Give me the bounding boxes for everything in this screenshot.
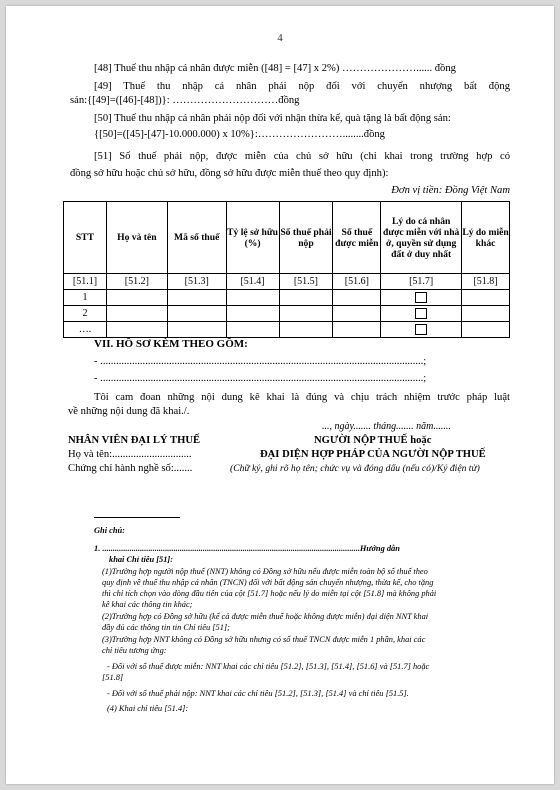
ratio-cell[interactable] — [226, 306, 279, 322]
other-reason-cell[interactable] — [462, 322, 510, 338]
name-cell[interactable] — [106, 322, 167, 338]
taxpayer-representative-title: ĐẠI DIỆN HỢP PHÁP CỦA NGƯỜI NỘP THUẾ — [260, 449, 486, 460]
note-2c: thì chỉ tích chọn vào dòng đầu tiên của cột [51.7] hoặc nếu lý do miễn tại cột [51.8] mà không phải — [102, 589, 437, 598]
signing-date: ..., ngày....... tháng....... năm....... — [322, 421, 451, 432]
row-number: 2 — [64, 306, 107, 322]
line-49b: sản:{[49]=([46]-[48])}: …………………………đồng — [70, 95, 300, 106]
table-row — [64, 306, 510, 322]
code-cell: [51.2] — [106, 274, 167, 290]
agent-title: NHÂN VIÊN ĐẠI LÝ THUẾ — [68, 435, 201, 446]
agent-certificate-field[interactable]: Chứng chỉ hành nghề số:....... — [68, 463, 193, 474]
notes-heading: Ghi chú: — [94, 526, 125, 535]
note-2b: quy định về thuế thu nhập cá nhân (TNCN) đối với bất động sản chuyển nhượng, thừa kế, cho tặng — [102, 578, 434, 587]
table-codes-row — [64, 274, 510, 290]
checkbox-cell — [381, 306, 462, 322]
declaration-line-2: về những nội dung đã khai./. — [68, 406, 190, 417]
tax-code-cell[interactable] — [167, 322, 226, 338]
ratio-cell[interactable] — [226, 322, 279, 338]
exempt-reason-checkbox[interactable] — [415, 308, 427, 319]
page-number: 4 — [277, 32, 283, 44]
currency-unit: Đơn vị tiền: Đồng Việt Nam — [391, 185, 510, 196]
taxpayer-title: NGƯỜI NỘP THUẾ hoặc — [314, 435, 432, 446]
other-reason-cell[interactable] — [462, 290, 510, 306]
code-cell: [51.1] — [64, 274, 107, 290]
header-other-reason: Lý do miễn khác — [462, 202, 510, 274]
note-2a: (1)Trường hợp người nộp thuế (NNT) không có Đồng sở hữu nếu được miễn toàn bộ số thuế theo — [102, 567, 428, 576]
code-cell: [51.3] — [167, 274, 226, 290]
note-3b: đầy đủ các thông tin tin Chỉ tiêu [51]; — [102, 623, 230, 632]
line-50b: {[50]=([45]-[47]-10.000.000) x 10%}:……………………........đồng — [94, 129, 385, 140]
line-48: [48] Thuế thu nhập cá nhân được miễn ([48] = [47] x 2%) …………………...... đồng — [94, 63, 456, 74]
code-cell: [51.8] — [462, 274, 510, 290]
table-row — [64, 322, 510, 338]
exempt-cell[interactable] — [333, 290, 381, 306]
code-cell: [51.6] — [333, 274, 381, 290]
table-row — [64, 290, 510, 306]
attachment-line-2: - ..........................................................................................................................; — [94, 373, 427, 384]
exempt-reason-checkbox[interactable] — [415, 324, 427, 335]
note-1b: khai Chỉ tiêu [51]: — [109, 555, 173, 564]
row-number: …. — [64, 322, 107, 338]
checkbox-cell — [381, 322, 462, 338]
note-5a: - Đối với số thuế được miễn: NNT khai các chỉ tiêu [51.2], [51.3], [51.4], [51.6] và [51.7] hoặc — [107, 662, 430, 671]
payable-cell[interactable] — [279, 290, 333, 306]
note-5b: [51.8] — [102, 673, 124, 682]
tax-code-cell[interactable] — [167, 290, 226, 306]
other-reason-cell[interactable] — [462, 306, 510, 322]
name-cell[interactable] — [106, 290, 167, 306]
exempt-cell[interactable] — [333, 306, 381, 322]
document-page — [6, 6, 554, 784]
declaration-line-1: Tôi cam đoan những nội dung kê khai là đúng và chịu trách nhiệm trước pháp luật — [94, 392, 510, 403]
header-name: Họ và tên — [106, 202, 167, 274]
payable-cell[interactable] — [279, 306, 333, 322]
note-6: - Đối với số thuế phải nộp: NNT khai các chỉ tiêu [51.2], [51.3], [51.4] và chỉ tiêu [51.5]. — [107, 689, 409, 698]
note-7: (4) Khai chỉ tiêu [51.4]: — [107, 704, 189, 713]
line-51b: đồng sở hữu hoặc chủ sở hữu, đồng sở hữu được miễn thuế theo quy định): — [70, 168, 389, 179]
section-7-title: VII. HỒ SƠ KÈM THEO GỒM: — [94, 338, 248, 350]
note-4b: chỉ tiêu tương ứng: — [102, 646, 167, 655]
code-cell: [51.7] — [381, 274, 462, 290]
code-cell: [51.4] — [226, 274, 279, 290]
header-ownership-ratio: Tỷ lệ sở hữu (%) — [226, 202, 279, 274]
ratio-cell[interactable] — [226, 290, 279, 306]
note-3a: (2)Trường hợp có Đồng sở hữu (kể cả được miễn thuế hoặc không được miễn) đại diện NNT khai — [102, 612, 429, 621]
tax-code-cell[interactable] — [167, 306, 226, 322]
note-2d: kê khai các thông tin khác; — [102, 600, 193, 609]
exempt-reason-checkbox[interactable] — [415, 292, 427, 303]
header-tax-exempt: Số thuế được miễn — [333, 202, 381, 274]
table-header-row — [64, 202, 510, 274]
header-stt: STT — [64, 202, 107, 274]
taxpayer-signature-note: (Chữ ký, ghi rõ họ tên; chức vụ và đóng dấu (nếu có)/Ký điện tử) — [230, 463, 480, 474]
checkbox-cell — [381, 290, 462, 306]
payable-cell[interactable] — [279, 322, 333, 338]
header-exempt-reason-home: Lý do cá nhân được miễn với nhà ở, quyền sử dụng đất ở duy nhất — [381, 202, 462, 274]
code-cell: [51.5] — [279, 274, 333, 290]
attachment-line-1: - ..........................................................................................................................; — [94, 356, 427, 367]
line-50a: [50] Thuế thu nhập cá nhân phải nộp đối với nhận thừa kế, quà tặng là bất động sản: — [94, 113, 451, 124]
row-number: 1 — [64, 290, 107, 306]
exempt-cell[interactable] — [333, 322, 381, 338]
note-1a: 1. ...........................................................................................................................Hướng dẫn — [94, 544, 400, 553]
note-4a: (3)Trường hợp NNT không có Đồng sở hữu nhưng có số thuế TNCN được miễn 1 phần, khai các — [102, 635, 426, 644]
line-51a: [51] Số thuế phải nộp, được miễn của chủ sở hữu (chỉ khai trong trường hợp có — [94, 151, 510, 162]
name-cell[interactable] — [106, 306, 167, 322]
agent-name-field[interactable]: Họ và tên:.............................. — [68, 449, 192, 460]
notes-divider — [94, 517, 180, 518]
header-tax-payable: Số thuế phải nộp — [279, 202, 333, 274]
header-tax-code: Mã số thuế — [167, 202, 226, 274]
line-49a: [49] Thuế thu nhập cá nhân phải nộp đối với chuyển nhượng bất động — [94, 81, 510, 92]
owners-table — [63, 201, 510, 338]
